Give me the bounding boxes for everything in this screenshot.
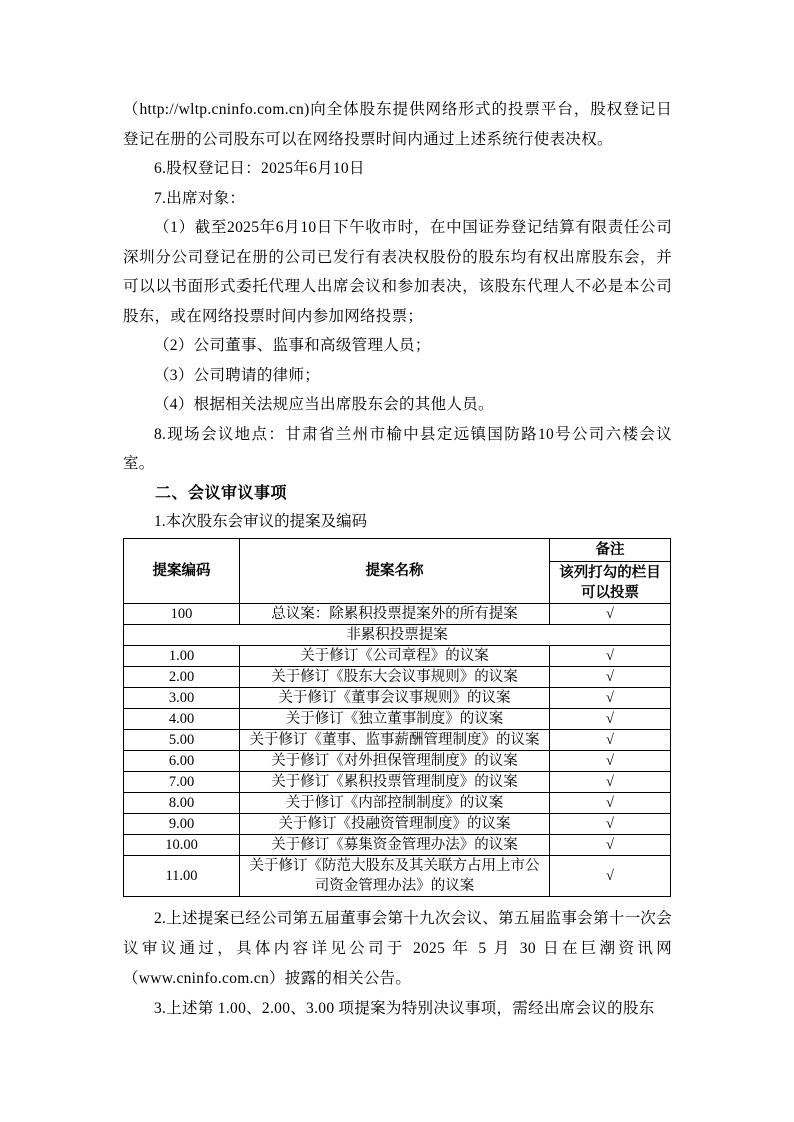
item-7-sub-3: （3）公司聘请的律师； [154, 366, 321, 384]
cell-proposal-code: 8.00 [124, 793, 240, 814]
table-row [124, 709, 671, 730]
item-8-venue: 8.现场会议地点：甘肃省兰州市榆中县定远镇国防路10号公司六楼会议室。 [123, 425, 672, 472]
cell-proposal-code: 6.00 [124, 751, 240, 772]
cell-vote-check: √ [550, 709, 671, 730]
cell-proposal-name: 关于修订《董事、监事薪酬管理制度》的议案 [240, 730, 550, 751]
paragraph-approval-note: 2.上述提案已经公司第五届董事会第十九次会议、第五届监事会第十一次会议审议通过，具体内容详见公司于 2025 年 5 月 30 日在巨潮资讯网（www.cninfo.com.cn）披露的相关公告。 [123, 910, 672, 987]
cell-proposal-name: 关于修订《独立董事制度》的议案 [240, 709, 550, 730]
cell-proposal-name: 关于修订《董事会议事规则》的议案 [240, 688, 550, 709]
paragraph-special-resolution: 3.上述第 1.00、2.00、3.00 项提案为特别决议事项，需经出席会议的股东 [154, 1000, 655, 1017]
item-6-record-date: 6.股权登记日：2025年6月10日 [154, 160, 365, 177]
item-7-sub-4: （4）根据相关法规应当出席股东会的其他人员。 [154, 396, 494, 413]
col-header-proposal-name: 提案名称 [240, 539, 550, 604]
table-row-group [124, 625, 671, 646]
table-row [124, 814, 671, 835]
table-row [124, 730, 671, 751]
table-row [124, 856, 671, 897]
cell-vote-check: √ [550, 835, 671, 856]
cell-vote-check: √ [550, 667, 671, 688]
cell-vote-check: √ [550, 604, 671, 625]
table-row [124, 688, 671, 709]
cell-vote-check: √ [550, 814, 671, 835]
cell-vote-check: √ [550, 772, 671, 793]
page-content [123, 95, 672, 1024]
paragraph-continuation: （http://wltp.cninfo.com.cn)向全体股东提供网络形式的投票平台，股权登记日登记在册的公司股东可以在网络投票时间内通过上述系统行使表决权。 [123, 101, 672, 148]
cell-proposal-name: 关于修订《对外担保管理制度》的议案 [240, 751, 550, 772]
cell-proposal-code: 100 [124, 604, 240, 625]
cell-proposal-name: 关于修订《公司章程》的议案 [240, 646, 550, 667]
table-row [124, 835, 671, 856]
cell-vote-check: √ [550, 730, 671, 751]
cell-proposal-code: 4.00 [124, 709, 240, 730]
cell-proposal-code: 3.00 [124, 688, 240, 709]
table-row [124, 793, 671, 814]
section-heading-matters: 二、会议审议事项 [155, 484, 288, 502]
cell-proposal-name: 总议案：除累积投票提案外的所有提案 [240, 604, 550, 625]
cell-proposal-code: 5.00 [124, 730, 240, 751]
cell-proposal-name: 关于修订《募集资金管理办法》的议案 [240, 835, 550, 856]
proposal-table [123, 538, 671, 897]
group-row-label: 非累积投票提案 [124, 625, 671, 646]
cell-vote-check: √ [550, 688, 671, 709]
table-row-general [124, 604, 671, 625]
cell-vote-check: √ [550, 646, 671, 667]
cell-proposal-name: 关于修订《股东大会议事规则》的议案 [240, 667, 550, 688]
cell-proposal-code: 1.00 [124, 646, 240, 667]
cell-proposal-code: 10.00 [124, 835, 240, 856]
table-row [124, 751, 671, 772]
cell-proposal-name: 关于修订《投融资管理制度》的议案 [240, 814, 550, 835]
col-header-note-detail: 该列打勾的栏目可以投票 [550, 562, 671, 604]
table-row [124, 667, 671, 688]
cell-proposal-code: 9.00 [124, 814, 240, 835]
cell-vote-check: √ [550, 856, 671, 897]
cell-proposal-name: 关于修订《内部控制制度》的议案 [240, 793, 550, 814]
cell-proposal-code: 2.00 [124, 667, 240, 688]
closing-section [123, 904, 672, 1024]
cell-proposal-name: 关于修订《累积投票管理制度》的议案 [240, 772, 550, 793]
cell-proposal-code: 11.00 [124, 856, 240, 897]
item-7-sub-2: （2）公司董事、监事和高级管理人员； [154, 337, 431, 354]
col-header-proposal-code: 提案编码 [124, 539, 240, 604]
table-header-row [124, 539, 671, 562]
col-header-note: 备注 [550, 539, 671, 562]
cell-proposal-code: 7.00 [124, 772, 240, 793]
cell-vote-check: √ [550, 793, 671, 814]
table-row [124, 772, 671, 793]
cell-proposal-name: 关于修订《防范大股东及其关联方占用上市公司资金管理办法》的议案 [240, 856, 550, 897]
item-7-sub-1: （1）截至2025年6月10日下午收市时，在中国证券登记结算有限责任公司深圳分公司登记在册的公司已发行有表决权股份的股东均有权出席股东会，并可以以书面形式委托代理人出席会议和参加表决，该股东代理人不必是本公司股东，或在网络投票时间内参加网络投票； [123, 219, 672, 325]
table-row [124, 646, 671, 667]
item-7-attendees: 7.出席对象： [154, 189, 246, 207]
table-intro: 1.本次股东会审议的提案及编码 [154, 513, 368, 530]
cell-vote-check: √ [550, 751, 671, 772]
